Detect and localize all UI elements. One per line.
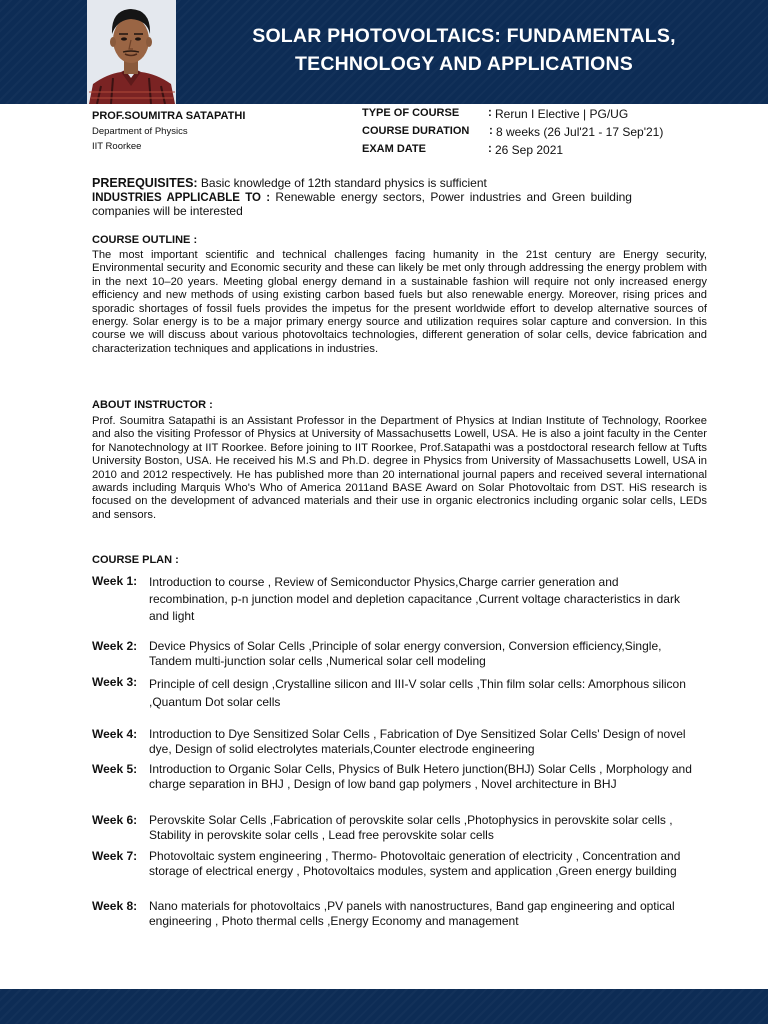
footer-banner — [0, 989, 768, 1024]
course-plan-heading: COURSE PLAN : — [92, 554, 179, 566]
week-topics: Introduction to Organic Solar Cells, Physics of Bulk Hetero junction(BHJ) Solar Cells , Morphology and charge separation in BHJ , Design of low band gap polymers , Novel architecture in BHJ — [149, 762, 692, 791]
week-topics: Nano materials for photovoltaics ,PV panels with nanostructures, Band gap engineering and optical engineering , Photo thermal cells ,Energy Economy and management — [149, 899, 675, 928]
instructor-portrait-image — [87, 0, 176, 104]
meta-label: EXAM DATE — [362, 143, 426, 155]
meta-separator: : — [488, 107, 492, 119]
week-topics: Photovoltaic system engineering , Thermo- Photovoltaic generation of electricity , Concentration and storage of electrical energy , Photovoltaics modules, system and application ,Green energy building — [149, 849, 681, 878]
about-instructor-heading: ABOUT INSTRUCTOR : — [92, 399, 213, 411]
week-topics: Introduction to course , Review of Semiconductor Physics,Charge carrier generation and recombination, p-n junction model and depletion capacitance ,Current voltage characteristics in dark and light — [149, 575, 680, 623]
meta-label: COURSE DURATION — [362, 125, 470, 137]
course-title-line-1: SOLAR PHOTOVOLTAICS: FUNDAMENTALS, — [252, 25, 676, 47]
week-label: Week 5: — [92, 762, 138, 776]
week-row-8 — [92, 899, 692, 929]
instructor-name: PROF.SOUMITRA SATAPATHI — [92, 110, 246, 122]
week-label: Week 8: — [92, 899, 138, 913]
week-row-4 — [92, 727, 692, 757]
course-outline-text: The most important scientific and technical challenges facing humanity in the 21st century are Energy security, Environmental security and Economic security and these can likely be met only through addressing the energy problem with in the next 10–20 years. Meeting global energy demand in a sustainable fashion will require not only increased energy efficiency and new methods of using existing carbon based fuels but also renewable energy. Moreover, rising prices and sporadic shortages of fossil fuels provides the impetus for the present worldwide effort to develop alternative sources of energy. Solar energy is to be a major primary energy source and utilization requires solar capture and conversion. In this course we will discuss about various photovoltaics technologies, different generation of solar cells, device fabrication and characterization techniques and applications in industries. — [92, 249, 707, 355]
week-label: Week 7: — [92, 849, 138, 863]
instructor-institute: IIT Roorkee — [92, 141, 142, 152]
week-topics: Principle of cell design ,Crystalline silicon and III-V solar cells ,Thin film solar cells: Amorphous silicon ,Quantum Dot solar cells — [149, 677, 686, 709]
prerequisites-label: PREREQUISITES: — [92, 176, 198, 190]
week-topics: Introduction to Dye Sensitized Solar Cells , Fabrication of Dye Sensitized Solar Cells' Design of novel dye, Design of solid electrolytes materials,Counter electrode engineering — [149, 727, 686, 756]
week-topics: Device Physics of Solar Cells ,Principle of solar energy conversion, Conversion efficiency,Single, Tandem multi-junction solar cells ,Numerical solar cell modeling — [149, 639, 662, 668]
about-instructor-text: Prof. Soumitra Satapathi is an Assistant Professor in the Department of Physics at Indian Institute of Technology, Roorkee and also the visiting Professor of Physics at University of Massachusetts Lowell, USA. He is also a joint faculty in the Center for Nanotechnology at IIT Roorkee. Before joining to IIT Roorkee, Prof.Satapathi was a postdoctoral research fellow at Tufts University Boston, USA. He received his M.S and Ph.D. degree in Physics from University of Massachusetts Lowell, USA in 2010 and 2012 respectively. He has published more than 20 international journal papers and received several international awards including Marquis Who's Who of America 2011and BASE Award on Solar Photovoltaic from DST. HiS research is focused on the development of advanced materials and their use in organic electronics including organic solar cells, LEDs and sensors. — [92, 415, 707, 521]
instructor-department: Department of Physics — [92, 126, 188, 137]
meta-separator: : — [488, 143, 492, 155]
week-label: Week 4: — [92, 727, 138, 741]
week-row-3 — [92, 675, 692, 711]
meta-label: TYPE OF COURSE — [362, 107, 460, 119]
course-title-line-2: TECHNOLOGY AND APPLICATIONS — [295, 53, 633, 75]
meta-separator: : — [489, 125, 493, 137]
week-label: Week 1: — [92, 574, 138, 588]
week-row-6 — [92, 813, 692, 843]
instructor-photo — [87, 0, 176, 104]
week-label: Week 3: — [92, 675, 138, 689]
industries-text: Renewable energy sectors, Power industries and Green building companies will be interested — [92, 190, 632, 218]
week-row-2 — [92, 639, 692, 669]
industries-label: INDUSTRIES APPLICABLE TO : — [92, 192, 271, 204]
week-row-1 — [92, 574, 692, 625]
week-topics: Perovskite Solar Cells ,Fabrication of perovskite solar cells ,Photophysics in perovskite solar cells , Stability in perovskite solar cells , Lead free perovskite solar cells — [149, 813, 673, 842]
week-row-5 — [92, 762, 692, 792]
course-outline-heading: COURSE OUTLINE : — [92, 234, 198, 246]
prerequisites-text: Basic knowledge of 12th standard physics is sufficient — [200, 176, 487, 190]
industries-applicable — [92, 191, 632, 218]
course-title — [200, 22, 728, 78]
meta-value: 26 Sep 2021 — [495, 143, 564, 157]
prerequisites — [92, 176, 632, 190]
week-label: Week 2: — [92, 639, 138, 653]
week-label: Week 6: — [92, 813, 138, 827]
week-row-7 — [92, 849, 692, 879]
meta-value: Rerun I Elective | PG/UG — [495, 107, 629, 121]
meta-value: 8 weeks (26 Jul'21 - 17 Sep'21) — [496, 125, 664, 139]
